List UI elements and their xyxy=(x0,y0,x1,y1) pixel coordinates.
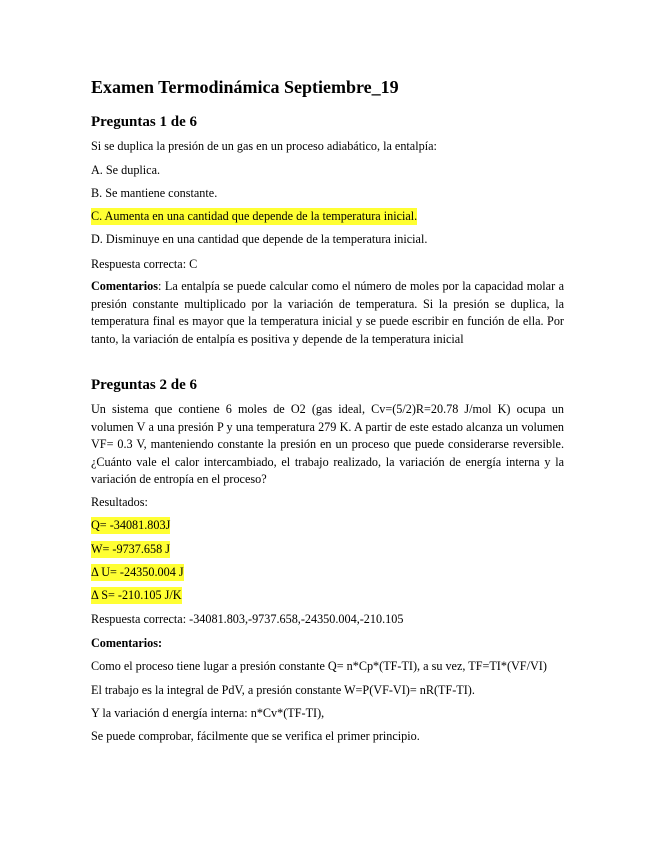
result-work-value: W= -9737.658 J xyxy=(91,542,170,556)
question-2-heading: Preguntas 2 de 6 xyxy=(91,377,197,393)
question-1-comments xyxy=(91,278,564,348)
comment-line-1: Como el proceso tiene lugar a presión constante Q= n*Cp*(TF-TI), a su vez, TF=TI*(VF/VI) xyxy=(91,659,547,673)
result-heat xyxy=(91,518,170,533)
document-title: Examen Termodinámica Septiembre_19 xyxy=(91,77,399,97)
comment-line-4: Se puede comprobar, fácilmente que se verifica el primer principio. xyxy=(91,729,420,743)
result-internal-energy xyxy=(91,565,184,580)
comments-text: : La entalpía se puede calcular como el número de moles por la capacidad molar a presión constante multiplicado por la variación de temperatura. Si la presión se duplica, la temperatura final es mayor que la temperatura inicial y se puede escribir en función de ella. Por tanto, la variación de entalpía es positiva y depende de la temperatura inicial xyxy=(91,279,564,346)
question-1-text: Si se duplica la presión de un gas en un proceso adiabático, la entalpía: xyxy=(91,139,437,153)
question-2-answer: Respuesta correcta: -34081.803,-9737.658,-24350.004,-210.105 xyxy=(91,612,404,626)
highlighted-correct-option: C. Aumenta en una cantidad que depende de la temperatura inicial. xyxy=(91,209,418,223)
question-1-heading: Preguntas 1 de 6 xyxy=(91,114,197,130)
question-2-text: Un sistema que contiene 6 moles de O2 (gas ideal, Cv=(5/2)R=20.78 J/mol K) ocupa un volumen V a una presión P y una temperatura 279 K. A partir de este estado alcanza un volumen VF= 0.3 V, manteniendo constante la presión en un proceso que puede considerarse reversible. ¿Cuánto vale el calor intercambiado, el trabajo realizado, la variación de energía interna y la variación de entropía en el proceso? xyxy=(91,402,564,486)
result-heat-value: Q= -34081.803J xyxy=(91,518,171,532)
question-2-comments-label: Comentarios: xyxy=(91,636,163,650)
question-1-option-d: D. Disminuye en una cantidad que depende de la temperatura inicial. xyxy=(91,232,428,246)
question-1-answer: Respuesta correcta: C xyxy=(91,257,198,271)
results-label: Resultados: xyxy=(91,495,148,509)
result-internal-energy-value: Δ U= -24350.004 J xyxy=(91,565,184,579)
comment-line-2: El trabajo es la integral de PdV, a presión constante W=P(VF-VI)= nR(TF-TI). xyxy=(91,683,475,697)
comments-label: Comentarios xyxy=(91,279,159,293)
result-work xyxy=(91,542,170,557)
comment-line-3: Y la variación d energía interna: n*Cv*(TF-TI), xyxy=(91,706,325,720)
result-entropy-value: Δ S= -210.105 J/K xyxy=(91,588,182,602)
question-1-option-a: A. Se duplica. xyxy=(91,163,161,177)
question-1-option-c xyxy=(91,209,417,224)
question-1-option-b: B. Se mantiene constante. xyxy=(91,186,218,200)
result-entropy xyxy=(91,588,182,603)
